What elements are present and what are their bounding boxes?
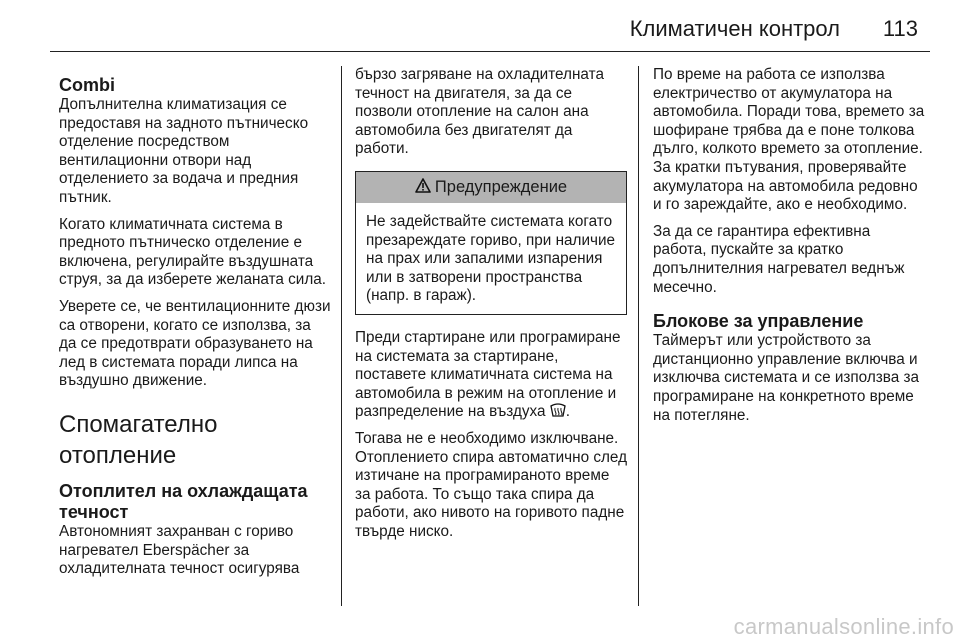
column-3-paragraph-2: За да се гарантира ефективна работа, пускайте за кратко допълнителния нагревател веднъж месечно. [653, 222, 905, 296]
column-divider-2 [638, 66, 639, 606]
column-divider-1 [341, 66, 342, 606]
coolant-heater-paragraph: Автономният захранван с гориво нагревател Eberspächer за охладителната течност осигурява [59, 522, 300, 578]
warning-title: Предупреждение [434, 177, 568, 196]
column-2 [355, 66, 627, 549]
combi-heading: Combi [59, 75, 115, 95]
column-3-paragraph-1: По време на работа се използва електричество от акумулатора на автомобила. Поради това, времето за шофиране трябва да е поне толкова дълго, колкото времето за отопление. За кратки пътувания, проверявайте акумулатора на автомобила редовно и го зареждайте, ако е необходимо. [653, 66, 925, 214]
combi-paragraph-2: Когато климатичната система в предното пътническо отделение е включена, регулирайте въздушната струя, за да изберете желаната сила. [59, 215, 327, 289]
windscreen-defrost-icon [550, 403, 566, 422]
column-2-paragraph-2 [355, 329, 627, 422]
warning-body: Не задействайте системата когато презареждате гориво, при наличие на прах или запалими изпарения или в затворени пространства (напр. в гараж). [366, 212, 616, 305]
column-2-paragraph-3: Тогава не е необходимо изключване. Отоплението спира автоматично след изтичане на програмираното време за работа. То също така спира да работи, ако нивото на горивото падне твърде ниско. [355, 429, 628, 540]
page-number: 113 [882, 16, 918, 41]
warning-box [355, 171, 627, 315]
control-units-heading: Блокове за управление [653, 311, 864, 332]
header-title: Климатичен контрол [629, 16, 840, 41]
column-2-paragraph-2-end: . [565, 403, 571, 421]
combi-paragraph-1: Допълнителна климатизация се предоставя на задното пътническо отделение посредством вентилационни отвори над отделението за водача и предния пътник. [59, 96, 309, 206]
watermark: carmanualsonline.info [733, 614, 954, 639]
column-2-paragraph-2-text: Преди стартиране или програмиране на системата за стартиране, поставете климатичната система на автомобила в режим на отопление и разпределение на въздуха [355, 328, 621, 421]
control-units-paragraph: Таймерът или устройството за дистанционно управление включва и изключва системата и се използва за програмиране на конкретното време на потегляне. [653, 332, 920, 424]
combi-paragraph-3: Уверете се, че вентилационните дюзи са отворени, когато се използва, за да се предотврати образуването на лед в системата поради липса на въздушно движение. [59, 297, 331, 390]
column-3 [653, 66, 925, 433]
warning-triangle-icon [415, 178, 431, 197]
header-rule [50, 51, 930, 52]
warning-header [356, 172, 626, 203]
column-1 [59, 66, 331, 587]
coolant-heater-heading: Отоплител на охлаждащата течност [59, 480, 308, 522]
column-2-paragraph-1: бързо загряване на охладителната течност на двигателя, за да се позволи отопление на салон ана автомобила без двигателят да работи. [355, 66, 604, 158]
auxiliary-heating-heading: Спомагателно отопление [59, 410, 218, 469]
